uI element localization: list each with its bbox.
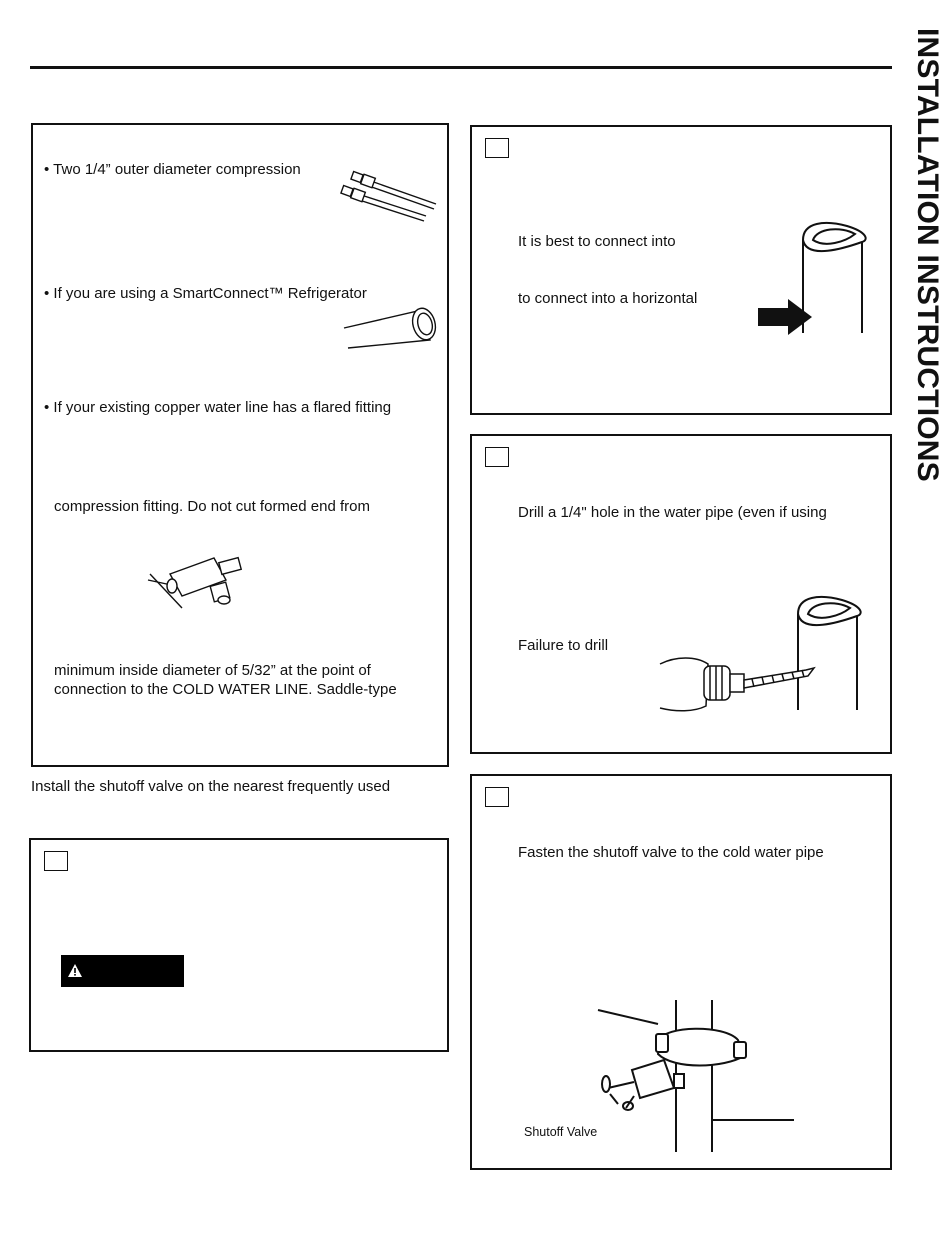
header-rule	[30, 66, 892, 69]
step1-line2: to connect into a horizontal	[518, 290, 698, 307]
install-note: Install the shutoff valve on the nearest frequently used	[31, 778, 391, 795]
compression-fittings-icon	[340, 170, 440, 220]
step1-line1: It is best to connect into	[518, 233, 676, 250]
step-number-box-right-3	[485, 787, 509, 807]
parts-item-2: • If you are using a SmartConnect™ Refrigerator	[44, 285, 367, 302]
parts-item-1: • Two 1/4” outer diameter compression	[44, 161, 301, 178]
step-number-box-right-1	[485, 138, 509, 158]
warning-banner	[61, 955, 184, 987]
step3-line1: Fasten the shutoff valve to the cold water pipe	[518, 844, 824, 861]
adapter-valve-icon	[142, 556, 252, 616]
side-title-text: INSTALLATION INSTRUCTIONS	[911, 28, 944, 482]
parts-item-3: • If your existing copper water line has a flared fitting	[44, 399, 392, 416]
step2-line2: Failure to drill	[518, 637, 609, 654]
parts-item-4-line2: connection to the COLD WATER LINE. Saddle-type	[54, 681, 397, 698]
step2-line1: Drill a 1/4" hole in the water pipe (even if using	[518, 504, 827, 521]
step-number-box-right-2	[485, 447, 509, 467]
drill-bit-icon	[656, 650, 816, 720]
shutoff-valve-label: Shutoff Valve	[524, 1125, 598, 1139]
warning-triangle-icon	[68, 964, 82, 977]
arrow-right-icon	[758, 299, 814, 335]
step-box-left	[29, 838, 449, 1052]
saddle-valve-icon	[594, 996, 798, 1154]
side-title	[912, 28, 942, 558]
tubing-icon	[340, 300, 440, 380]
parts-item-4-line1: minimum inside diameter of 5/32” at the point of	[54, 662, 371, 679]
parts-item-3-cont: compression fitting. Do not cut formed end from	[54, 498, 370, 515]
step-number-box-left	[44, 851, 68, 871]
